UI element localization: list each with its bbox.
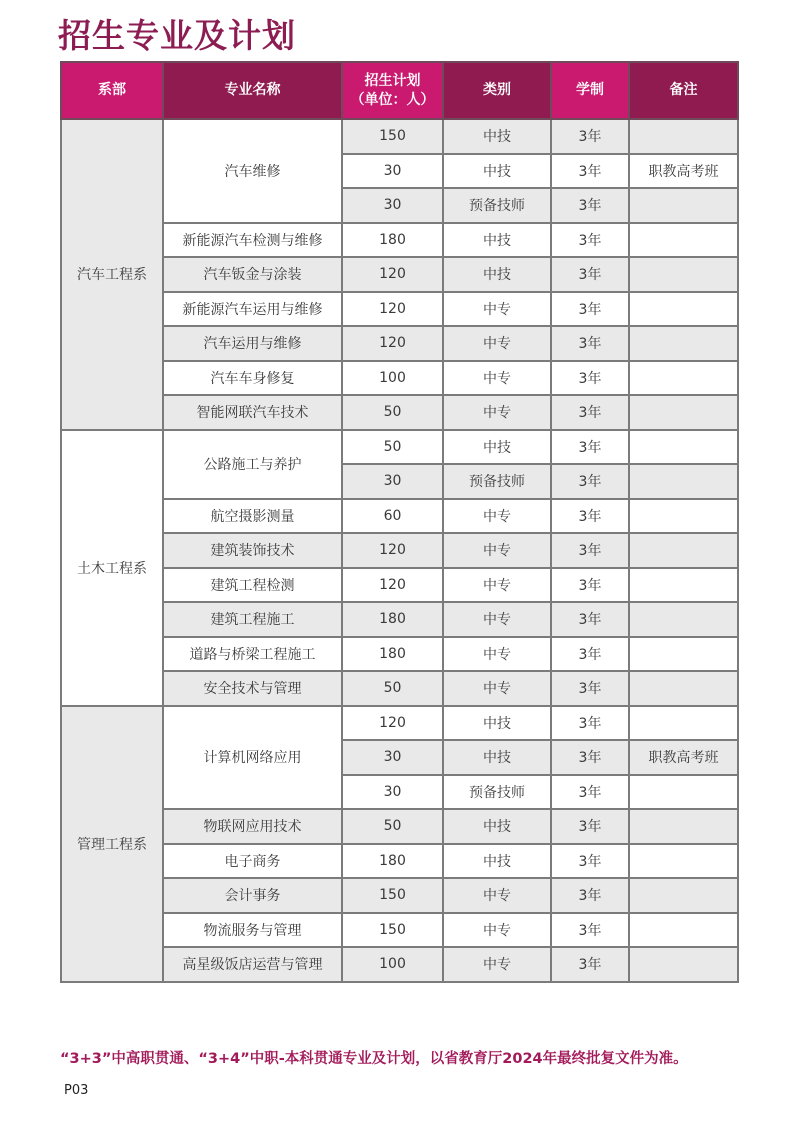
note-cell: 职教高考班 <box>629 154 738 189</box>
plan-count-cell: 100 <box>342 947 443 982</box>
duration-cell: 3年 <box>551 706 629 741</box>
table-row <box>61 913 738 948</box>
category-cell: 中专 <box>443 568 551 603</box>
note-cell <box>629 430 738 465</box>
duration-cell: 3年 <box>551 913 629 948</box>
table-row <box>61 568 738 603</box>
plan-count-cell: 120 <box>342 533 443 568</box>
plan-count-cell: 180 <box>342 844 443 879</box>
plan-count-cell: 60 <box>342 499 443 534</box>
note-cell <box>629 361 738 396</box>
table-row <box>61 844 738 879</box>
plan-count-cell: 120 <box>342 706 443 741</box>
category-cell: 中技 <box>443 119 551 154</box>
duration-cell: 3年 <box>551 188 629 223</box>
department-cell: 汽车工程系 <box>61 119 163 430</box>
duration-cell: 3年 <box>551 533 629 568</box>
category-cell: 中技 <box>443 740 551 775</box>
category-cell: 中专 <box>443 913 551 948</box>
major-name-cell: 航空摄影测量 <box>163 499 342 534</box>
note-cell <box>629 947 738 982</box>
major-name-cell: 电子商务 <box>163 844 342 879</box>
category-cell: 中技 <box>443 154 551 189</box>
note-cell <box>629 878 738 913</box>
major-name-cell: 汽车运用与维修 <box>163 326 342 361</box>
table-row <box>61 292 738 327</box>
plan-count-cell: 100 <box>342 361 443 396</box>
category-cell: 中专 <box>443 361 551 396</box>
major-name-cell: 公路施工与养护 <box>163 430 342 499</box>
header-category: 类别 <box>443 62 551 119</box>
table-body <box>61 119 738 982</box>
plan-count-cell: 180 <box>342 223 443 258</box>
major-name-cell: 物流服务与管理 <box>163 913 342 948</box>
header-note: 备注 <box>629 62 738 119</box>
note-cell <box>629 671 738 706</box>
department-cell: 管理工程系 <box>61 706 163 982</box>
header-plan-line2: （单位：人） <box>350 91 435 108</box>
table-row <box>61 361 738 396</box>
category-cell: 中技 <box>443 706 551 741</box>
duration-cell: 3年 <box>551 878 629 913</box>
header-major: 专业名称 <box>163 62 342 119</box>
note-cell <box>629 775 738 810</box>
table-header-row <box>61 62 738 119</box>
footnote: “3+3”中高职贯通、“3+4”中职-本科贯通专业及计划，以省教育厅2024年最终批复文件为准。 <box>60 1051 688 1067</box>
duration-cell: 3年 <box>551 671 629 706</box>
note-cell <box>629 706 738 741</box>
note-cell <box>629 533 738 568</box>
note-cell <box>629 809 738 844</box>
table-row <box>61 119 738 154</box>
note-cell <box>629 844 738 879</box>
category-cell: 中专 <box>443 292 551 327</box>
duration-cell: 3年 <box>551 637 629 672</box>
table-row <box>61 637 738 672</box>
table-row <box>61 395 738 430</box>
header-department: 系部 <box>61 62 163 119</box>
duration-cell: 3年 <box>551 602 629 637</box>
table-row <box>61 326 738 361</box>
major-name-cell: 汽车钣金与涂装 <box>163 257 342 292</box>
note-cell <box>629 913 738 948</box>
category-cell: 中技 <box>443 223 551 258</box>
table-row <box>61 430 738 465</box>
note-cell <box>629 292 738 327</box>
plan-count-cell: 50 <box>342 671 443 706</box>
note-cell <box>629 602 738 637</box>
plan-count-cell: 180 <box>342 637 443 672</box>
major-name-cell: 智能网联汽车技术 <box>163 395 342 430</box>
duration-cell: 3年 <box>551 947 629 982</box>
category-cell: 预备技师 <box>443 188 551 223</box>
enrollment-plan-table <box>60 61 739 983</box>
duration-cell: 3年 <box>551 257 629 292</box>
duration-cell: 3年 <box>551 809 629 844</box>
duration-cell: 3年 <box>551 361 629 396</box>
major-name-cell: 物联网应用技术 <box>163 809 342 844</box>
category-cell: 中专 <box>443 533 551 568</box>
table-row <box>61 223 738 258</box>
plan-count-cell: 50 <box>342 430 443 465</box>
note-cell <box>629 568 738 603</box>
major-name-cell: 建筑工程检测 <box>163 568 342 603</box>
duration-cell: 3年 <box>551 223 629 258</box>
department-cell: 土木工程系 <box>61 430 163 706</box>
note-cell <box>629 395 738 430</box>
page-title: 招生专业及计划 <box>58 16 296 55</box>
major-name-cell: 安全技术与管理 <box>163 671 342 706</box>
plan-count-cell: 120 <box>342 326 443 361</box>
major-name-cell: 建筑装饰技术 <box>163 533 342 568</box>
category-cell: 预备技师 <box>443 775 551 810</box>
plan-count-cell: 150 <box>342 119 443 154</box>
major-name-cell: 汽车维修 <box>163 119 342 223</box>
table-row <box>61 878 738 913</box>
note-cell <box>629 119 738 154</box>
duration-cell: 3年 <box>551 119 629 154</box>
category-cell: 中专 <box>443 602 551 637</box>
note-cell <box>629 188 738 223</box>
category-cell: 中专 <box>443 947 551 982</box>
table-row <box>61 947 738 982</box>
duration-cell: 3年 <box>551 568 629 603</box>
duration-cell: 3年 <box>551 292 629 327</box>
table-row <box>61 257 738 292</box>
plan-count-cell: 180 <box>342 602 443 637</box>
major-name-cell: 计算机网络应用 <box>163 706 342 810</box>
duration-cell: 3年 <box>551 395 629 430</box>
major-name-cell: 道路与桥梁工程施工 <box>163 637 342 672</box>
plan-count-cell: 120 <box>342 257 443 292</box>
category-cell: 中专 <box>443 637 551 672</box>
category-cell: 中专 <box>443 499 551 534</box>
category-cell: 中技 <box>443 430 551 465</box>
major-name-cell: 会计事务 <box>163 878 342 913</box>
major-name-cell: 建筑工程施工 <box>163 602 342 637</box>
category-cell: 中技 <box>443 844 551 879</box>
duration-cell: 3年 <box>551 499 629 534</box>
duration-cell: 3年 <box>551 464 629 499</box>
duration-cell: 3年 <box>551 154 629 189</box>
category-cell: 中专 <box>443 326 551 361</box>
table-row <box>61 671 738 706</box>
note-cell <box>629 326 738 361</box>
plan-count-cell: 30 <box>342 188 443 223</box>
major-name-cell: 汽车车身修复 <box>163 361 342 396</box>
plan-count-cell: 120 <box>342 292 443 327</box>
plan-count-cell: 30 <box>342 740 443 775</box>
plan-count-cell: 50 <box>342 395 443 430</box>
plan-count-cell: 30 <box>342 464 443 499</box>
note-cell <box>629 257 738 292</box>
duration-cell: 3年 <box>551 775 629 810</box>
plan-count-cell: 30 <box>342 775 443 810</box>
table-row <box>61 533 738 568</box>
duration-cell: 3年 <box>551 430 629 465</box>
category-cell: 中专 <box>443 671 551 706</box>
plan-count-cell: 120 <box>342 568 443 603</box>
category-cell: 中专 <box>443 395 551 430</box>
header-plan <box>342 62 443 119</box>
note-cell: 职教高考班 <box>629 740 738 775</box>
plan-count-cell: 30 <box>342 154 443 189</box>
duration-cell: 3年 <box>551 844 629 879</box>
plan-count-cell: 150 <box>342 913 443 948</box>
category-cell: 中专 <box>443 878 551 913</box>
plan-count-cell: 150 <box>342 878 443 913</box>
table-row <box>61 809 738 844</box>
header-plan-line1: 招生计划 <box>364 72 421 89</box>
category-cell: 中技 <box>443 809 551 844</box>
note-cell <box>629 464 738 499</box>
note-cell <box>629 499 738 534</box>
duration-cell: 3年 <box>551 326 629 361</box>
note-cell <box>629 223 738 258</box>
table-row <box>61 602 738 637</box>
category-cell: 中技 <box>443 257 551 292</box>
category-cell: 预备技师 <box>443 464 551 499</box>
page-number: P03 <box>64 1083 89 1098</box>
major-name-cell: 高星级饭店运营与管理 <box>163 947 342 982</box>
major-name-cell: 新能源汽车检测与维修 <box>163 223 342 258</box>
duration-cell: 3年 <box>551 740 629 775</box>
header-duration: 学制 <box>551 62 629 119</box>
plan-count-cell: 50 <box>342 809 443 844</box>
major-name-cell: 新能源汽车运用与维修 <box>163 292 342 327</box>
table-row <box>61 499 738 534</box>
note-cell <box>629 637 738 672</box>
table-row <box>61 706 738 741</box>
